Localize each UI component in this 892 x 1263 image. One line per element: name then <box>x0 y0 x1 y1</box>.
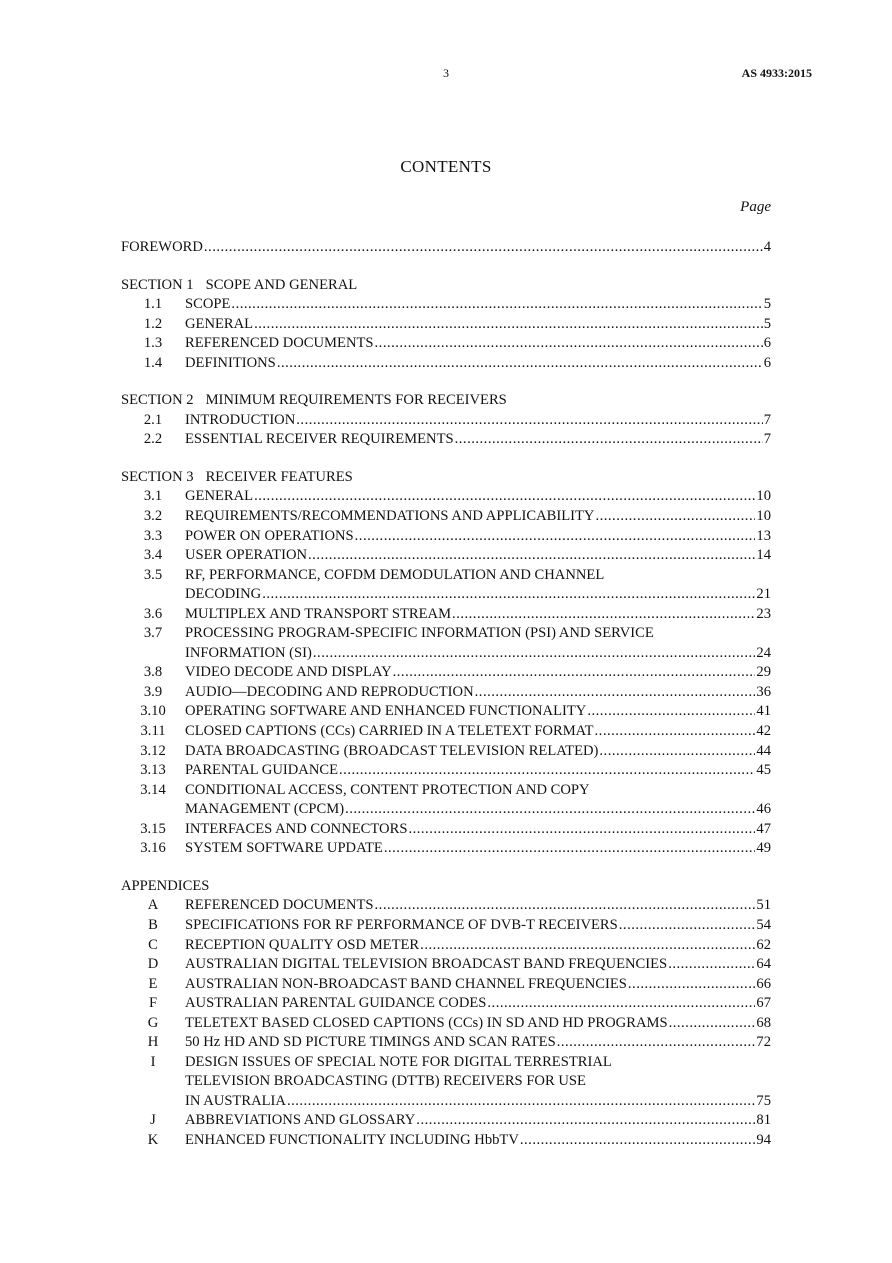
section-label: SECTION 3 <box>121 468 194 485</box>
toc-entry-title: ESSENTIAL RECEIVER REQUIREMENTS <box>185 431 454 448</box>
dot-leader <box>587 702 755 722</box>
toc-entry-title: FOREWORD <box>121 239 203 255</box>
dot-leader <box>520 1131 756 1151</box>
dot-leader <box>287 1092 755 1112</box>
dot-leader <box>375 334 763 354</box>
toc-entry[interactable] <box>121 975 771 995</box>
toc-entry-title: GENERAL <box>185 315 254 332</box>
clause-number: 3.12 <box>140 742 166 759</box>
dot-leader <box>375 896 756 916</box>
toc-entry-foreword[interactable] <box>121 238 771 258</box>
toc-entry-title: DESIGN ISSUES OF SPECIAL NOTE FOR DIGITAL TERRESTRIAL <box>185 1053 612 1070</box>
toc-entry-title: CONDITIONAL ACCESS, CONTENT PROTECTION AND COPY <box>185 781 590 798</box>
clause-number: 3.13 <box>140 762 166 779</box>
toc-entry-page: 5 <box>763 315 771 332</box>
toc-entry-continued[interactable] <box>121 1053 771 1073</box>
toc-entry[interactable] <box>121 722 771 742</box>
toc-entry-page: 64 <box>756 956 771 973</box>
appendix-letter: J <box>150 1112 156 1129</box>
toc-entry-title: ABBREVIATIONS AND GLOSSARY <box>185 1112 416 1129</box>
clause-number: 3.4 <box>143 547 163 564</box>
toc-entry[interactable] <box>121 487 771 507</box>
appendix-letter: K <box>147 1131 159 1148</box>
dot-leader <box>254 315 763 335</box>
clause-number: 1.1 <box>143 296 163 313</box>
toc-entry[interactable] <box>121 507 771 527</box>
contents-heading: CONTENTS <box>400 157 492 176</box>
section-label: SECTION 1 <box>121 276 194 293</box>
clause-number: 3.3 <box>143 527 163 544</box>
toc-entry-continued[interactable] <box>121 781 771 801</box>
appendices-heading: APPENDICES <box>121 877 210 894</box>
dot-leader <box>339 761 755 781</box>
clause-number: 2.2 <box>143 431 163 448</box>
toc-entry-page: 10 <box>756 488 771 505</box>
toc-entry-title: AUDIO—DECODING AND REPRODUCTION <box>185 683 474 700</box>
clause-number: 3.5 <box>143 566 163 583</box>
toc-entry-title: REQUIREMENTS/RECOMMENDATIONS AND APPLICABILITY <box>185 508 595 525</box>
dot-leader <box>262 585 755 605</box>
toc-entry-page: 94 <box>756 1131 771 1148</box>
toc-entry[interactable] <box>121 295 771 315</box>
section-heading <box>121 391 771 411</box>
appendix-letter: B <box>148 916 158 933</box>
toc-entry[interactable] <box>121 546 771 566</box>
clause-number: 3.1 <box>143 488 163 505</box>
clause-number: 3.15 <box>140 820 166 837</box>
toc-entry-page: 14 <box>756 547 771 564</box>
toc-entry[interactable] <box>121 936 771 956</box>
toc-entry-page: 23 <box>756 605 771 622</box>
section-title: SCOPE AND GENERAL <box>205 276 358 293</box>
toc-entry-title: ENHANCED FUNCTIONALITY INCLUDING HbbTV <box>185 1131 519 1148</box>
toc-entry-title: CLOSED CAPTIONS (CCs) CARRIED IN A TELETEXT FORMAT <box>185 723 594 740</box>
toc-entry-page: 13 <box>756 527 771 544</box>
toc-entry-page: 66 <box>756 975 771 992</box>
page-column-label: Page <box>740 199 771 215</box>
appendix-letter: E <box>148 975 158 992</box>
toc-entry-page: 44 <box>756 742 771 759</box>
toc-entry-title: DECODING <box>185 586 262 603</box>
clause-number: 3.9 <box>143 683 163 700</box>
toc-entry-page: 72 <box>756 1034 771 1051</box>
dot-leader <box>308 546 755 566</box>
appendix-letter: G <box>147 1014 159 1031</box>
toc-entry[interactable] <box>121 1092 771 1112</box>
toc-entry-title: OPERATING SOFTWARE AND ENHANCED FUNCTIONALITY <box>185 703 587 720</box>
toc-entry[interactable] <box>121 839 771 859</box>
appendix-letter: D <box>147 956 159 973</box>
toc-entry-title: PARENTAL GUIDANCE <box>185 762 339 779</box>
toc-entry[interactable] <box>121 411 771 431</box>
appendix-letter: C <box>148 936 158 953</box>
dot-leader <box>355 527 756 547</box>
toc-entry-title: SCOPE <box>185 296 231 313</box>
dot-leader <box>487 994 755 1014</box>
table-of-contents <box>121 238 771 1151</box>
dot-leader <box>619 916 756 936</box>
toc-entry-page: 67 <box>756 995 771 1012</box>
toc-entry-title: AUSTRALIAN NON-BROADCAST BAND CHANNEL FREQUENCIES <box>185 975 627 992</box>
toc-entry[interactable] <box>121 663 771 683</box>
toc-entry-title: RECEPTION QUALITY OSD METER <box>185 936 420 953</box>
dot-leader <box>408 820 755 840</box>
clause-number: 3.16 <box>140 840 166 857</box>
toc-entry-title: MULTIPLEX AND TRANSPORT STREAM <box>185 605 452 622</box>
spacer <box>121 859 771 877</box>
dot-leader <box>254 487 755 507</box>
clause-number: 3.8 <box>143 664 163 681</box>
toc-entry[interactable] <box>121 1014 771 1034</box>
toc-entry-title: VIDEO DECODE AND DISPLAY <box>185 664 392 681</box>
toc-entry-page: 68 <box>756 1014 771 1031</box>
toc-entry-title: TELETEXT BASED CLOSED CAPTIONS (CCs) IN SD AND HD PROGRAMS <box>185 1014 668 1031</box>
toc-entry[interactable] <box>121 955 771 975</box>
dot-leader <box>416 1111 755 1131</box>
spacer <box>121 373 771 391</box>
toc-entry-page: 10 <box>756 508 771 525</box>
toc-entry[interactable] <box>121 1111 771 1131</box>
toc-entry-title: PROCESSING PROGRAM-SPECIFIC INFORMATION (PSI) AND SERVICE <box>185 625 654 642</box>
toc-entry-title: SPECIFICATIONS FOR RF PERFORMANCE OF DVB-T RECEIVERS <box>185 916 618 933</box>
toc-entry-page: 6 <box>763 335 771 352</box>
appendix-letter: H <box>147 1034 159 1051</box>
toc-entry-page: 24 <box>756 644 771 661</box>
dot-leader <box>595 722 756 742</box>
toc-entry-title: TELEVISION BROADCASTING (DTTB) RECEIVERS FOR USE <box>185 1073 586 1090</box>
toc-entry-title: GENERAL <box>185 488 254 505</box>
toc-entry[interactable] <box>121 683 771 703</box>
toc-entry[interactable] <box>121 644 771 664</box>
toc-entry-title: INFORMATION (SI) <box>185 644 312 661</box>
dot-leader <box>475 683 756 703</box>
toc-entry-title: AUSTRALIAN DIGITAL TELEVISION BROADCAST BAND FREQUENCIES <box>185 956 668 973</box>
toc-entry-title: IN AUSTRALIA <box>185 1092 286 1109</box>
toc-entry-page: 6 <box>763 354 771 371</box>
toc-entry[interactable] <box>121 430 771 450</box>
appendix-letter: A <box>147 897 159 914</box>
toc-entry[interactable] <box>121 1033 771 1053</box>
toc-entry-page: 49 <box>756 840 771 857</box>
dot-leader <box>277 354 763 374</box>
toc-entry-page: 42 <box>756 723 771 740</box>
toc-entry-page: 45 <box>756 762 771 779</box>
dot-leader <box>595 507 755 527</box>
toc-entry-page: 41 <box>756 703 771 720</box>
toc-entry[interactable] <box>121 1131 771 1151</box>
toc-entry-page: 54 <box>756 916 771 933</box>
clause-number: 2.1 <box>143 411 163 428</box>
clause-number: 1.4 <box>143 354 163 371</box>
dot-leader <box>393 663 756 683</box>
toc-entry-page: 62 <box>756 936 771 953</box>
toc-entry-title: POWER ON OPERATIONS <box>185 527 354 544</box>
dot-leader <box>204 238 763 258</box>
appendix-letter: F <box>148 995 158 1012</box>
dot-leader <box>296 411 762 431</box>
dot-leader <box>628 975 756 995</box>
toc-entry-page: 5 <box>763 296 771 313</box>
toc-entry-page: 75 <box>756 1092 771 1109</box>
toc-entry[interactable] <box>121 916 771 936</box>
section-heading <box>121 276 771 296</box>
toc-entry-title: MANAGEMENT (CPCM) <box>185 801 345 818</box>
toc-entry[interactable] <box>121 820 771 840</box>
appendix-letter: I <box>150 1053 156 1070</box>
toc-entry-title: RF, PERFORMANCE, COFDM DEMODULATION AND CHANNEL <box>185 566 605 583</box>
dot-leader <box>599 742 755 762</box>
toc-entry-continued[interactable] <box>121 624 771 644</box>
toc-entry-page: 7 <box>763 431 771 448</box>
dot-leader <box>420 936 755 956</box>
toc-entry-page: 21 <box>756 586 771 603</box>
spacer <box>121 258 771 276</box>
toc-entry[interactable] <box>121 742 771 762</box>
clause-number: 3.7 <box>143 625 163 642</box>
dot-leader <box>345 800 755 820</box>
toc-entry-page: 46 <box>756 801 771 818</box>
toc-entry-title: DATA BROADCASTING (BROADCAST TELEVISION RELATED) <box>185 742 599 759</box>
toc-entry[interactable] <box>121 800 771 820</box>
standard-identifier: AS 4933:2015 <box>741 66 812 80</box>
clause-number: 1.2 <box>143 315 163 332</box>
toc-entry[interactable] <box>121 896 771 916</box>
toc-entry[interactable] <box>121 527 771 547</box>
toc-entry-page: 51 <box>756 897 771 914</box>
dot-leader <box>452 605 755 625</box>
toc-entry-page: 36 <box>756 683 771 700</box>
dot-leader <box>557 1033 756 1053</box>
toc-entry-continued[interactable] <box>121 566 771 586</box>
toc-entry-title: REFERENCED DOCUMENTS <box>185 897 374 914</box>
toc-entry-continued[interactable] <box>121 1072 771 1092</box>
toc-entry[interactable] <box>121 334 771 354</box>
toc-entry-page: 81 <box>756 1112 771 1129</box>
toc-entry-title: 50 Hz HD AND SD PICTURE TIMINGS AND SCAN RATES <box>185 1034 556 1051</box>
toc-entry-title: AUSTRALIAN PARENTAL GUIDANCE CODES <box>185 995 487 1012</box>
toc-entry-title: USER OPERATION <box>185 547 308 564</box>
toc-entry-title: DEFINITIONS <box>185 354 276 371</box>
spacer <box>121 450 771 468</box>
toc-entry-page: 4 <box>763 239 771 255</box>
toc-entry-title: REFERENCED DOCUMENTS <box>185 335 374 352</box>
toc-entry[interactable] <box>121 994 771 1014</box>
toc-entry[interactable] <box>121 585 771 605</box>
clause-number: 3.2 <box>143 508 163 525</box>
toc-entry-page: 7 <box>763 411 771 428</box>
clause-number: 3.14 <box>140 781 166 798</box>
section-title: RECEIVER FEATURES <box>205 468 353 485</box>
toc-entry[interactable] <box>121 702 771 722</box>
section-title: MINIMUM REQUIREMENTS FOR RECEIVERS <box>205 392 507 409</box>
toc-entry[interactable] <box>121 315 771 335</box>
section-label: SECTION 2 <box>121 392 194 409</box>
toc-entry-title: INTERFACES AND CONNECTORS <box>185 820 408 837</box>
dot-leader <box>455 430 763 450</box>
toc-sections <box>121 258 771 1151</box>
toc-entry-title: INTRODUCTION <box>185 411 296 428</box>
page-number: 3 <box>443 66 449 80</box>
dot-leader <box>384 839 756 859</box>
toc-entry[interactable] <box>121 761 771 781</box>
toc-entry[interactable] <box>121 354 771 374</box>
section-heading <box>121 468 771 488</box>
toc-entry-title: SYSTEM SOFTWARE UPDATE <box>185 840 383 857</box>
clause-number: 3.11 <box>140 723 166 740</box>
toc-entry-page: 47 <box>756 820 771 837</box>
clause-number: 3.6 <box>143 605 163 622</box>
toc-entry-page: 29 <box>756 664 771 681</box>
toc-entry[interactable] <box>121 605 771 625</box>
dot-leader <box>313 644 756 664</box>
dot-leader <box>669 1014 756 1034</box>
dot-leader <box>231 295 762 315</box>
clause-number: 3.10 <box>140 703 166 720</box>
dot-leader <box>668 955 755 975</box>
clause-number: 1.3 <box>143 335 163 352</box>
